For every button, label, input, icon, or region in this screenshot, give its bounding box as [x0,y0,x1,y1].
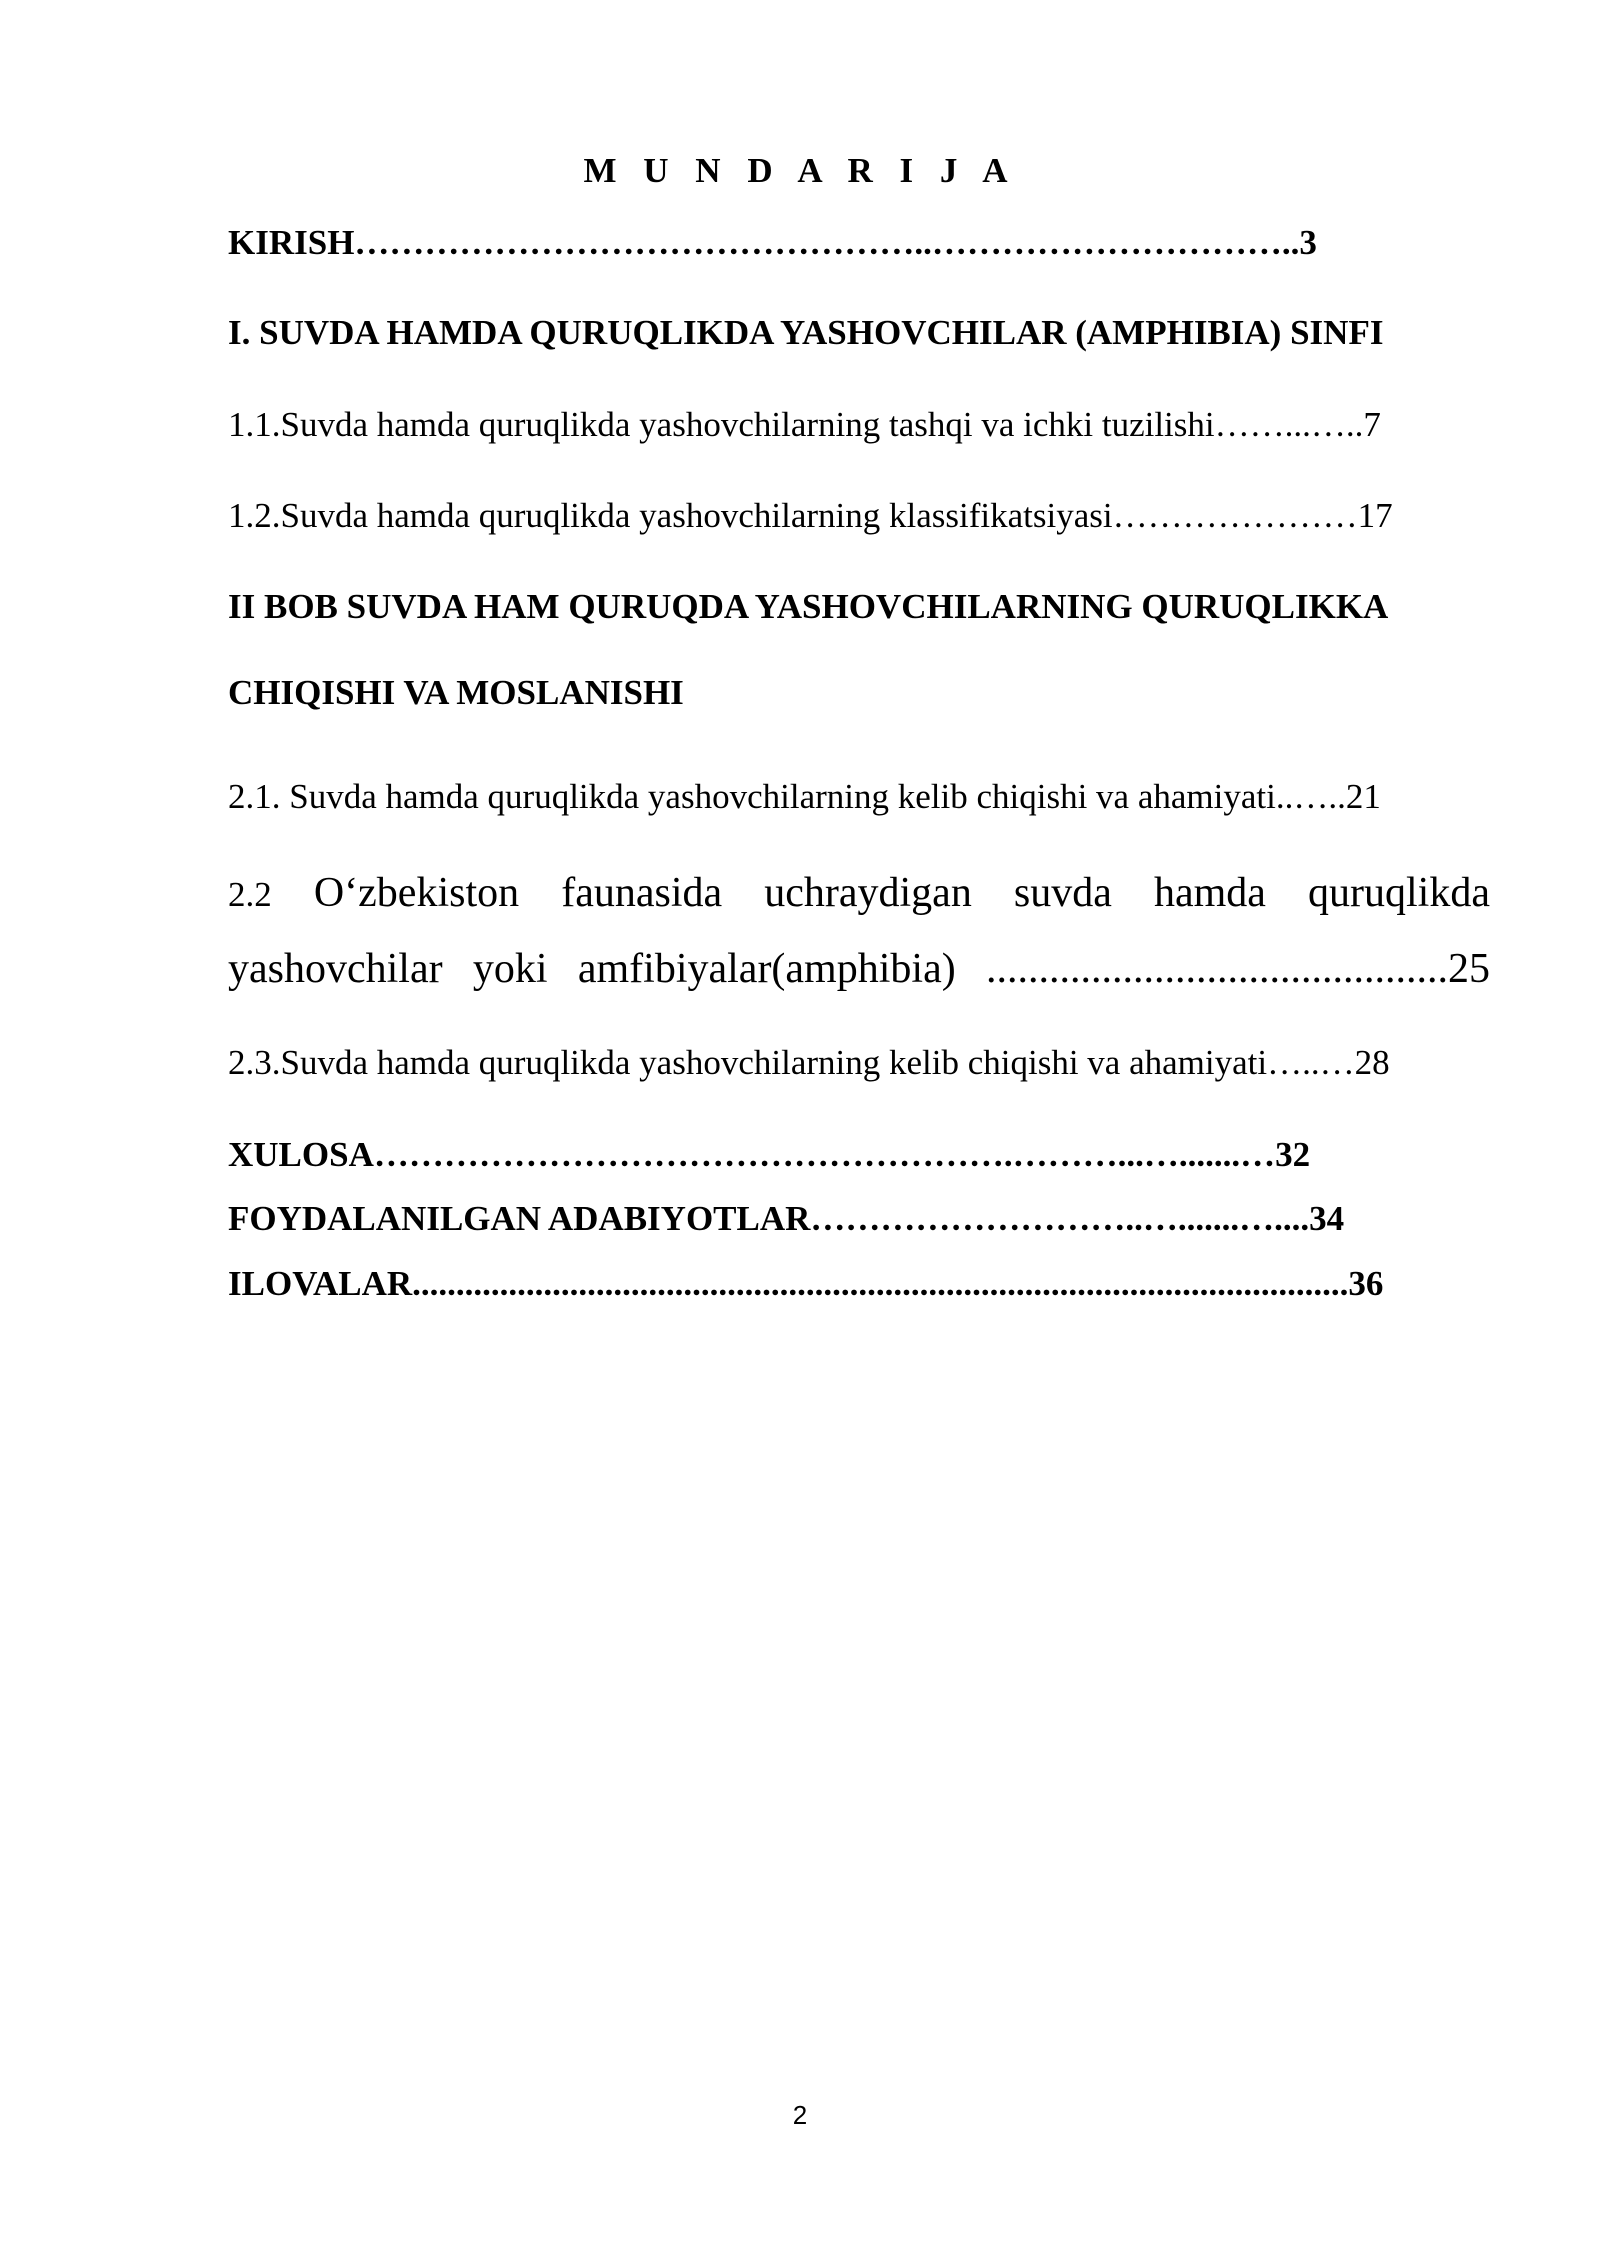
toc-entry-2-3: 2.3.Suvda hamda quruqlikda yashovchilarning kelib chiqishi va ahamiyati…..…28 [228,1043,1390,1082]
toc-entry-2-1: 2.1. Suvda hamda quruqlikda yashovchilarning kelib chiqishi va ahamiyati..…..21 [228,777,1381,816]
toc-entry-foydalanilgan-adabiyotlar: FOYDALANILGAN ADABIYOTLAR………………………..….......…....34 [228,1199,1345,1238]
toc-entry-2-2-line-2: yashovchilar yoki amfibiyalar(amphibia) ............................................25 [228,946,1490,992]
toc-chapter-2-line-1: II BOB SUVDA HAM QURUQDA YASHOVCHILARNING QURUQLIKKA [228,587,1389,626]
toc-entry-xulosa: XULOSA……………………………………………….………...….......…32 [228,1135,1311,1174]
toc-entry-2-2-title: O‘zbekiston faunasida uchraydigan suvda hamda quruqlikda [313,870,1490,916]
page-number: 2 [792,2100,808,2130]
toc-entry-2-2 [228,856,1490,1006]
toc-heading: M U N D A R I J A [583,151,1017,190]
toc-entry-ilovalar: ILOVALAR...........................................................................................................36 [228,1264,1384,1303]
toc-entry-2-2-line-1 [228,856,1490,932]
toc-entry-kirish: KIRISH…………………………………………..…………………………..3 [228,223,1317,262]
toc-chapter-1: I. SUVDA HAMDA QURUQLIKDA YASHOVCHILAR (AMPHIBIA) SINFI [228,313,1384,352]
toc-entry-2-2-number: 2.2 [228,875,272,914]
toc-entry-1-2: 1.2.Suvda hamda quruqlikda yashovchilarning klassifikatsiyasi…………………17 [228,496,1393,535]
toc-entry-1-1: 1.1.Suvda hamda quruqlikda yashovchilarning tashqi va ichki tuzilishi……...…..7 [228,405,1381,444]
toc-chapter-2-line-2: CHIQISHI VA MOSLANISHI [228,673,684,712]
